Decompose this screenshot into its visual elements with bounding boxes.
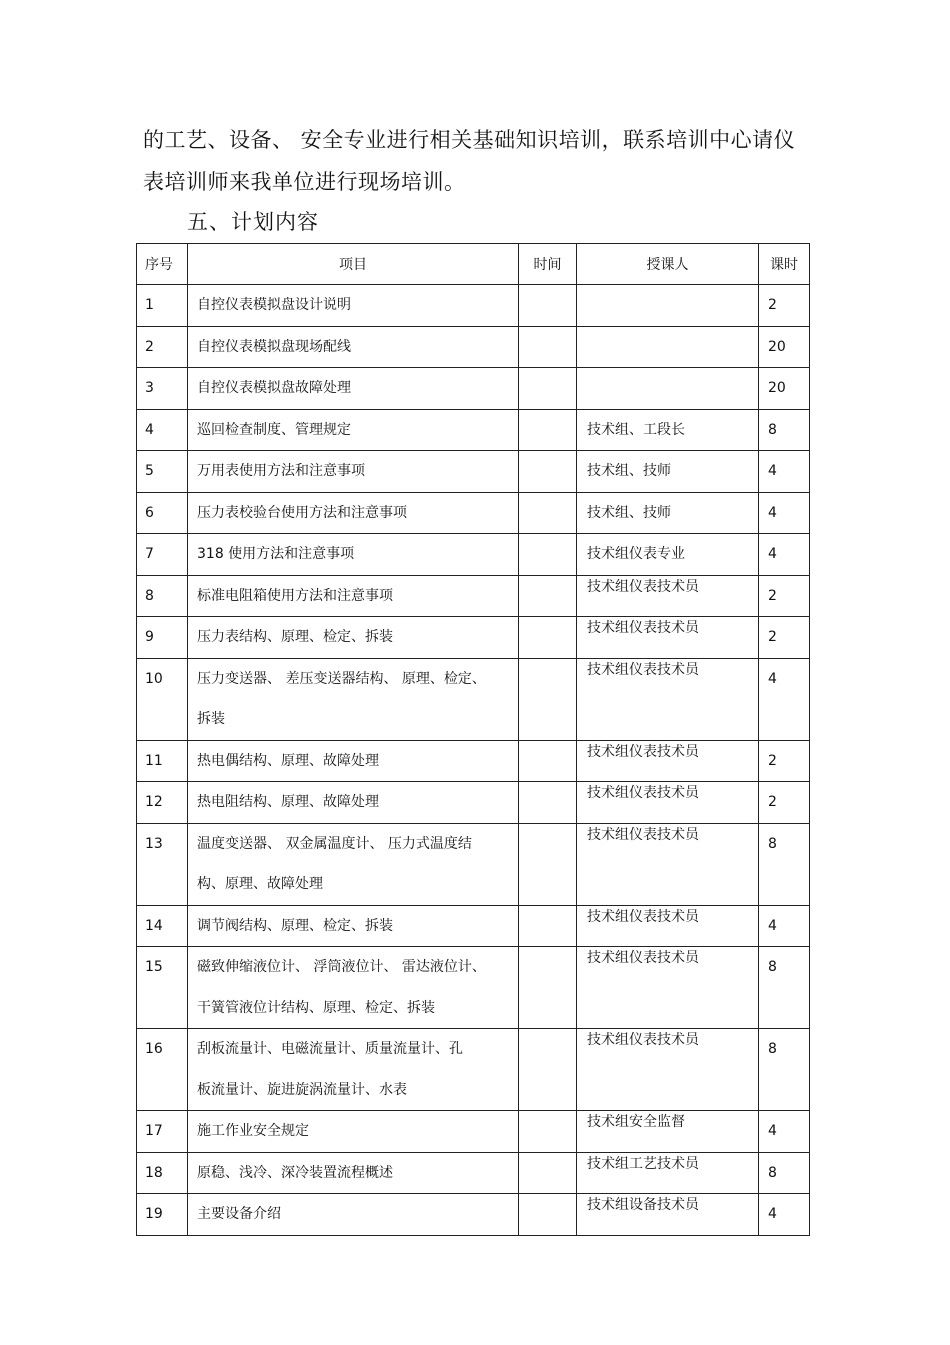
- row-number: 11: [145, 752, 163, 769]
- cell-hours: [759, 451, 810, 493]
- cell-item: [188, 1029, 519, 1111]
- hours-text: 8: [768, 421, 777, 438]
- cell-item: [188, 1194, 519, 1236]
- cell-time: [519, 451, 577, 493]
- cell-time: [519, 823, 577, 905]
- cell-hours: [759, 1152, 810, 1194]
- cell-teacher: [577, 368, 759, 410]
- row-number: 18: [145, 1164, 163, 1181]
- cell-no: [137, 617, 188, 659]
- cell-hours: [759, 575, 810, 617]
- cell-teacher: [577, 492, 759, 534]
- row-number: 6: [145, 504, 154, 521]
- cell-no: [137, 368, 188, 410]
- cell-hours: [759, 368, 810, 410]
- item-text: 施工作业安全规定: [197, 1123, 309, 1139]
- hours-text: 20: [768, 380, 786, 396]
- cell-teacher: [577, 823, 759, 905]
- item-text: 压力表结构、原理、检定、拆装: [197, 629, 393, 645]
- item-text: 构、原理、故障处理: [197, 876, 323, 892]
- table-row: [137, 1029, 810, 1111]
- item-text: 万用表使用方法和注意事项: [197, 463, 365, 479]
- cell-time: [519, 409, 577, 451]
- item-text: 刮板流量计、电磁流量计、质量流量计、孔: [197, 1041, 463, 1057]
- cell-teacher: [577, 617, 759, 659]
- cell-teacher: [577, 1152, 759, 1194]
- row-number: 12: [145, 794, 163, 810]
- cell-no: [137, 1111, 188, 1153]
- hours-text: 4: [768, 1123, 777, 1139]
- row-number: 17: [145, 1123, 163, 1139]
- table-body: [137, 285, 810, 1236]
- cell-time: [519, 617, 577, 659]
- item-text: 调节阀结构、原理、检定、拆装: [197, 917, 393, 934]
- row-number: 8: [145, 587, 154, 604]
- cell-time: [519, 947, 577, 1029]
- cell-item: [188, 617, 519, 659]
- cell-no: [137, 575, 188, 617]
- row-number: 5: [145, 463, 154, 479]
- teacher-text: 技术组工艺技术员: [587, 1155, 699, 1172]
- hours-text: 4: [768, 670, 777, 687]
- cell-time: [519, 658, 577, 740]
- cell-item: [188, 947, 519, 1029]
- row-number: 4: [145, 421, 154, 438]
- item-text: 板流量计、旋进旋涡流量计、水表: [197, 1081, 407, 1098]
- cell-time: [519, 1111, 577, 1153]
- cell-no: [137, 326, 188, 368]
- header-item: 项目: [188, 244, 519, 285]
- hours-text: 4: [768, 463, 777, 479]
- cell-teacher: [577, 782, 759, 824]
- cell-item: [188, 740, 519, 782]
- hours-text: 4: [768, 917, 777, 934]
- cell-time: [519, 326, 577, 368]
- cell-time: [519, 1194, 577, 1236]
- cell-no: [137, 1194, 188, 1236]
- hours-text: 8: [768, 1041, 777, 1057]
- cell-teacher: [577, 409, 759, 451]
- cell-no: [137, 492, 188, 534]
- section-heading: 五、计划内容: [187, 210, 319, 234]
- item-text: 干簧管液位计结构、原理、检定、拆装: [197, 999, 435, 1016]
- cell-item: [188, 534, 519, 576]
- cell-time: [519, 492, 577, 534]
- cell-hours: [759, 492, 810, 534]
- cell-item: [188, 451, 519, 493]
- table-row: [137, 1152, 810, 1194]
- cell-no: [137, 409, 188, 451]
- item-text: 原稳、浅冷、深冷装置流程概述: [197, 1164, 393, 1181]
- cell-item: [188, 492, 519, 534]
- cell-item: [188, 1111, 519, 1153]
- cell-time: [519, 740, 577, 782]
- hours-text: 2: [768, 629, 777, 645]
- cell-teacher: [577, 1029, 759, 1111]
- cell-no: [137, 947, 188, 1029]
- item-text: 巡回检查制度、管理规定: [197, 421, 351, 438]
- cell-hours: [759, 740, 810, 782]
- teacher-text: 技术组仪表技术员: [587, 620, 699, 636]
- row-number: 7: [145, 546, 154, 562]
- row-number: 9: [145, 629, 154, 645]
- cell-time: [519, 575, 577, 617]
- cell-hours: [759, 658, 810, 740]
- cell-hours: [759, 326, 810, 368]
- cell-item: [188, 905, 519, 947]
- cell-item: [188, 285, 519, 327]
- plan-table: [136, 243, 810, 1236]
- cell-time: [519, 905, 577, 947]
- item-text: 自控仪表模拟盘现场配线: [197, 338, 351, 355]
- cell-hours: [759, 1111, 810, 1153]
- row-number: 13: [145, 835, 163, 852]
- cell-time: [519, 782, 577, 824]
- cell-teacher: [577, 1194, 759, 1236]
- item-text: 热电阻结构、原理、故障处理: [197, 794, 379, 810]
- cell-teacher: [577, 740, 759, 782]
- table-row: [137, 451, 810, 493]
- cell-teacher: [577, 451, 759, 493]
- teacher-text: 技术组、技师: [587, 463, 671, 479]
- hours-text: 2: [768, 752, 777, 769]
- teacher-text: 技术组仪表技术员: [587, 908, 699, 925]
- row-number: 16: [145, 1041, 163, 1057]
- cell-time: [519, 534, 577, 576]
- cell-item: [188, 1152, 519, 1194]
- table-header-row: [137, 244, 810, 285]
- cell-time: [519, 1152, 577, 1194]
- cell-hours: [759, 285, 810, 327]
- table-row: [137, 782, 810, 824]
- cell-item: [188, 658, 519, 740]
- cell-no: [137, 905, 188, 947]
- cell-item: [188, 368, 519, 410]
- item-text: 热电偶结构、原理、故障处理: [197, 752, 379, 769]
- teacher-text: 技术组仪表技术员: [587, 578, 699, 595]
- cell-hours: [759, 823, 810, 905]
- cell-no: [137, 823, 188, 905]
- table-row: [137, 823, 810, 905]
- item-text: 压力表校验台使用方法和注意事项: [197, 504, 407, 521]
- table-row: [137, 1194, 810, 1236]
- item-text: 自控仪表模拟盘故障处理: [197, 380, 351, 396]
- cell-teacher: [577, 658, 759, 740]
- cell-no: [137, 451, 188, 493]
- hours-text: 8: [768, 835, 777, 852]
- hours-text: 2: [768, 297, 777, 313]
- cell-hours: [759, 617, 810, 659]
- item-text: 压力变送器、 差压变送器结构、 原理、检定、: [197, 670, 486, 687]
- header-time: 时间: [519, 244, 577, 285]
- hours-text: 4: [768, 504, 777, 521]
- teacher-text: 技术组仪表技术员: [587, 950, 699, 966]
- row-number: 19: [145, 1206, 163, 1222]
- cell-no: [137, 782, 188, 824]
- cell-item: [188, 823, 519, 905]
- item-text: 主要设备介绍: [197, 1206, 281, 1222]
- cell-no: [137, 285, 188, 327]
- cell-teacher: [577, 947, 759, 1029]
- item-text: 318 使用方法和注意事项: [197, 546, 355, 562]
- teacher-text: 技术组仪表专业: [587, 546, 685, 562]
- hours-text: 2: [768, 794, 777, 810]
- cell-no: [137, 1029, 188, 1111]
- table-row: [137, 905, 810, 947]
- table-row: [137, 368, 810, 410]
- hours-text: 8: [768, 959, 777, 975]
- teacher-text: 技术组仪表技术员: [587, 826, 699, 843]
- cell-hours: [759, 1194, 810, 1236]
- cell-time: [519, 368, 577, 410]
- table-row: [137, 1111, 810, 1153]
- cell-hours: [759, 1029, 810, 1111]
- header-hours: 课时: [759, 244, 810, 285]
- cell-hours: [759, 409, 810, 451]
- cell-teacher: [577, 905, 759, 947]
- teacher-text: 技术组设备技术员: [587, 1197, 699, 1213]
- cell-item: [188, 326, 519, 368]
- header-teacher: 授课人: [577, 244, 759, 285]
- row-number: 3: [145, 380, 154, 396]
- item-text: 温度变送器、 双金属温度计、 压力式温度结: [197, 835, 472, 852]
- cell-no: [137, 1152, 188, 1194]
- cell-item: [188, 409, 519, 451]
- table-row: [137, 534, 810, 576]
- hours-text: 8: [768, 1164, 777, 1181]
- row-number: 2: [145, 338, 154, 355]
- cell-hours: [759, 782, 810, 824]
- hours-text: 2: [768, 587, 777, 604]
- cell-no: [137, 740, 188, 782]
- teacher-text: 技术组、技师: [587, 504, 671, 521]
- cell-no: [137, 658, 188, 740]
- intro-line-2: 表培训师来我单位进行现场培训。: [143, 170, 466, 194]
- teacher-text: 技术组仪表技术员: [587, 1032, 699, 1048]
- table-row: [137, 617, 810, 659]
- cell-teacher: [577, 326, 759, 368]
- cell-hours: [759, 534, 810, 576]
- table-row: [137, 285, 810, 327]
- cell-hours: [759, 947, 810, 1029]
- intro-line-1: 的工艺、设备、 安全专业进行相关基础知识培训，联系培训中心请仪: [143, 128, 796, 152]
- hours-text: 4: [768, 1206, 777, 1222]
- cell-item: [188, 575, 519, 617]
- cell-hours: [759, 905, 810, 947]
- hours-text: 20: [768, 338, 786, 355]
- teacher-text: 技术组安全监督: [587, 1114, 685, 1130]
- cell-time: [519, 285, 577, 327]
- item-text: 拆装: [197, 711, 225, 727]
- teacher-text: 技术组仪表技术员: [587, 743, 699, 760]
- item-text: 自控仪表模拟盘设计说明: [197, 297, 351, 313]
- hours-text: 4: [768, 546, 777, 562]
- item-text: 标准电阻箱使用方法和注意事项: [197, 587, 393, 604]
- cell-no: [137, 534, 188, 576]
- table-row: [137, 575, 810, 617]
- item-text: 磁致伸缩液位计、 浮筒液位计、 雷达液位计、: [197, 959, 486, 975]
- cell-teacher: [577, 285, 759, 327]
- table-row: [137, 947, 810, 1029]
- header-no: 序号: [137, 244, 188, 285]
- cell-item: [188, 782, 519, 824]
- table-row: [137, 326, 810, 368]
- row-number: 10: [145, 670, 163, 687]
- table-row: [137, 740, 810, 782]
- row-number: 1: [145, 297, 154, 313]
- cell-teacher: [577, 575, 759, 617]
- cell-time: [519, 1029, 577, 1111]
- row-number: 15: [145, 959, 163, 975]
- cell-teacher: [577, 1111, 759, 1153]
- table-row: [137, 409, 810, 451]
- row-number: 14: [145, 917, 163, 934]
- table-row: [137, 658, 810, 740]
- cell-teacher: [577, 534, 759, 576]
- teacher-text: 技术组、工段长: [587, 421, 685, 438]
- teacher-text: 技术组仪表技术员: [587, 661, 699, 678]
- table-row: [137, 492, 810, 534]
- teacher-text: 技术组仪表技术员: [587, 785, 699, 801]
